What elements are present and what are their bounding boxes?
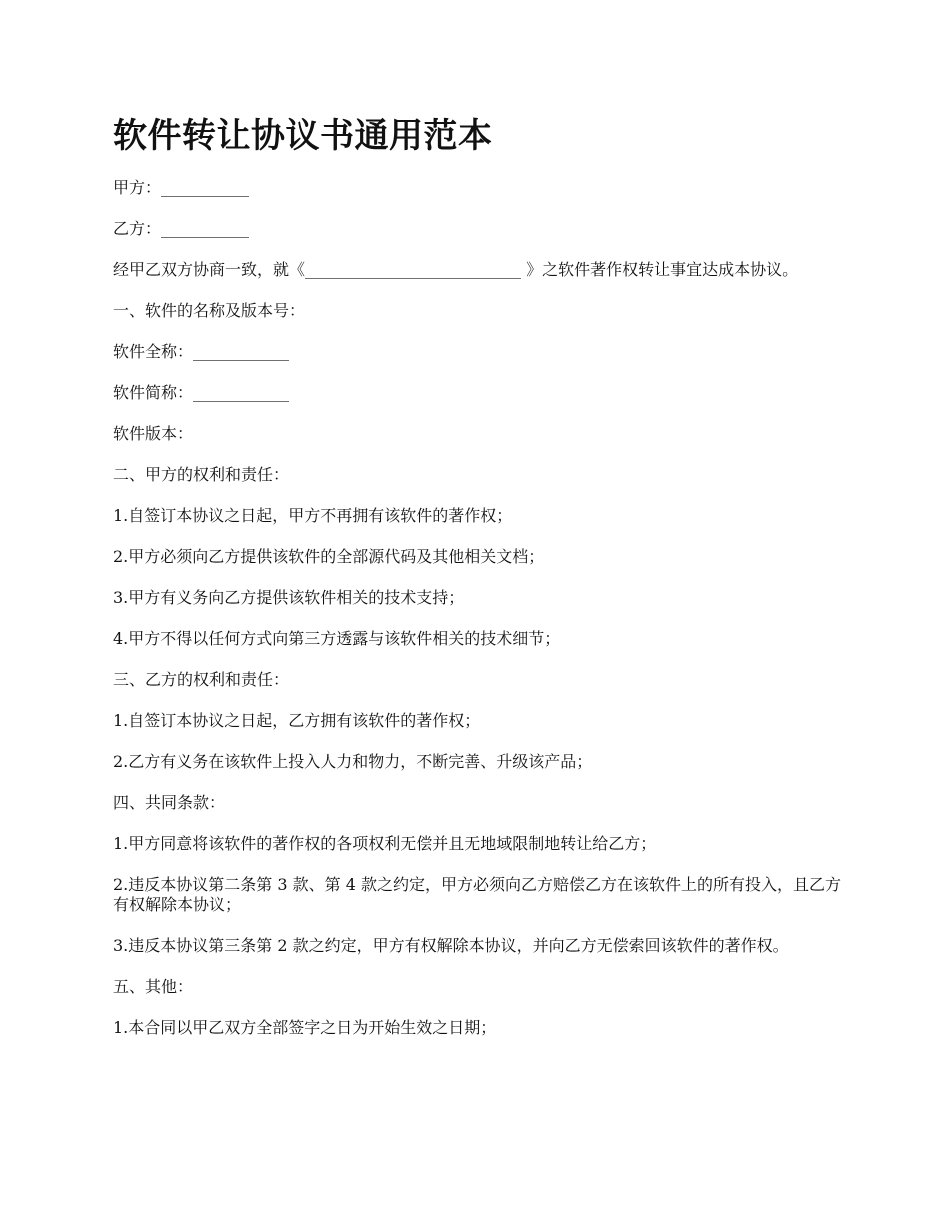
clause-b-1: 1.自签订本协议之日起，乙方拥有该软件的著作权；	[113, 711, 481, 730]
document-page	[113, 112, 843, 1059]
software-full-name-line: 软件全称：____________	[113, 342, 290, 361]
party-b-line: 乙方：___________	[113, 219, 250, 238]
section-heading-party-b: 三、乙方的权利和责任：	[113, 670, 290, 689]
clause-a-3: 3.甲方有义务向乙方提供该软件相关的技术支持；	[113, 588, 465, 607]
section-heading-software-name: 一、软件的名称及版本号：	[113, 301, 306, 320]
clause-common-2: 2.违反本协议第二条第 3 款、第 4 款之约定，甲方必须向乙方赔偿乙方在该软件上的所有投入，且乙方有权解除本协议；	[113, 875, 841, 914]
clause-a-1: 1.自签订本协议之日起，甲方不再拥有该软件的著作权；	[113, 506, 513, 525]
party-a-line: 甲方：___________	[113, 178, 250, 197]
section-heading-other: 五、其他：	[113, 977, 194, 996]
clause-a-4: 4.甲方不得以任何方式向第三方透露与该软件相关的技术细节；	[113, 629, 561, 648]
intro-paragraph: 经甲乙双方协商一致，就《___________________________ 》之软件著作权转让事宜达成本协议。	[113, 260, 799, 279]
software-version-line: 软件版本：	[113, 424, 194, 443]
document-title: 软件转让协议书通用范本	[113, 116, 493, 156]
clause-a-2: 2.甲方必须向乙方提供该软件的全部源代码及其他相关文档；	[113, 547, 545, 566]
clause-common-1: 1.甲方同意将该软件的著作权的各项权利无偿并且无地域限制地转让给乙方；	[113, 834, 657, 853]
section-heading-party-a: 二、甲方的权利和责任：	[113, 465, 290, 484]
software-short-name-line: 软件简称：____________	[113, 383, 290, 402]
clause-b-2: 2.乙方有义务在该软件上投入人力和物力，不断完善、升级该产品；	[113, 752, 593, 771]
clause-other-1: 1.本合同以甲乙双方全部签字之日为开始生效之日期；	[113, 1018, 497, 1037]
section-heading-common: 四、共同条款：	[113, 793, 226, 812]
clause-common-3: 3.违反本协议第三条第 2 款之约定，甲方有权解除本协议，并向乙方无偿索回该软件的著作权。	[113, 936, 789, 955]
